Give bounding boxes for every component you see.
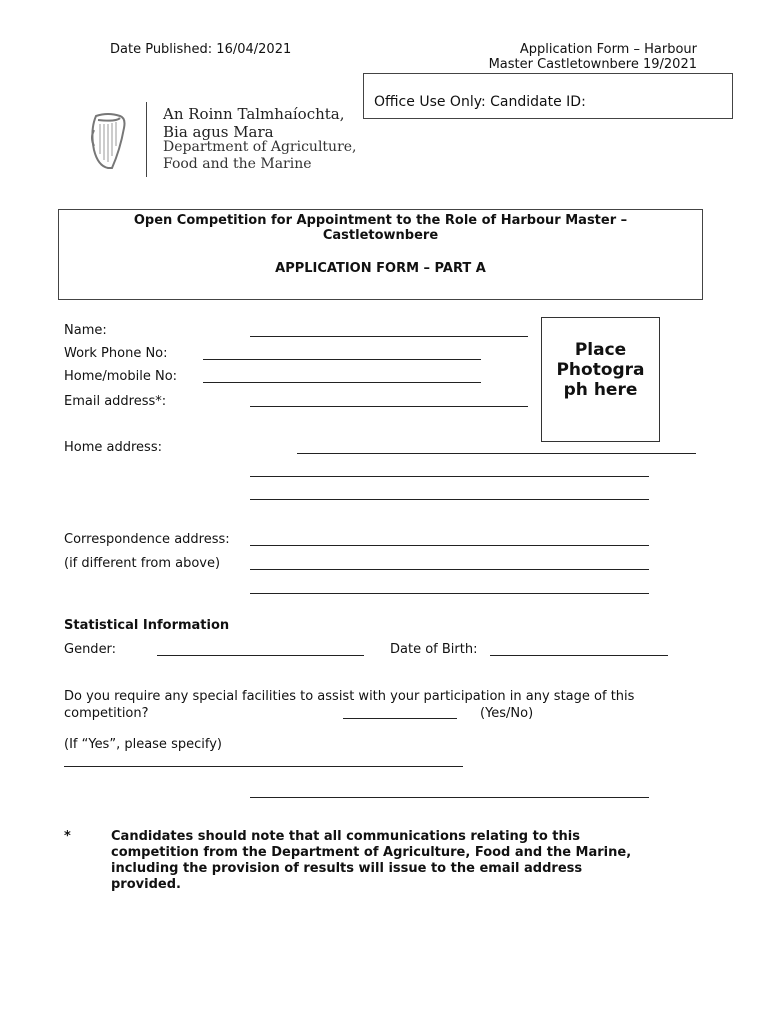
title-box xyxy=(58,209,703,300)
home-address-line3[interactable] xyxy=(250,499,649,500)
photo-label-line2: Photogra xyxy=(556,360,645,380)
email-field[interactable] xyxy=(250,406,528,407)
if-different-label: (if different from above) xyxy=(64,556,221,571)
correspondence-address-line3[interactable] xyxy=(250,593,649,594)
note-line2: competition from the Department of Agriculture, Food and the Marine, xyxy=(111,845,632,860)
form-reference-line2: Master Castletownbere 19/2021 xyxy=(488,57,697,72)
work-phone-label: Work Phone No: xyxy=(64,346,168,361)
gender-label: Gender: xyxy=(64,642,117,657)
email-label: Email address*: xyxy=(64,394,167,409)
title-line1: Open Competition for Appointment to the Role of Harbour Master – xyxy=(133,213,628,228)
correspondence-address-line2[interactable] xyxy=(250,569,649,570)
home-address-line1[interactable] xyxy=(297,453,696,454)
form-part-title: APPLICATION FORM – PART A xyxy=(275,261,486,276)
name-field[interactable] xyxy=(250,336,528,337)
department-name-line4: Food and the Marine xyxy=(163,156,312,172)
statistical-heading: Statistical Information xyxy=(64,618,230,633)
correspondence-address-label: Correspondence address: xyxy=(64,532,230,547)
photo-label-line1: Place xyxy=(574,340,627,360)
gender-field[interactable] xyxy=(157,655,364,656)
home-mobile-field[interactable] xyxy=(203,382,481,383)
special-facilities-question: Do you require any special facilities to assist with your participation in any stage of this xyxy=(64,689,635,704)
photo-placeholder[interactable] xyxy=(541,317,660,442)
photo-label-line3: ph here xyxy=(563,380,638,400)
dob-label: Date of Birth: xyxy=(390,642,478,657)
department-name-english xyxy=(163,139,357,173)
photo-label xyxy=(542,340,659,400)
note-text xyxy=(111,829,631,893)
yes-no-label: (Yes/No) xyxy=(480,706,534,721)
work-phone-field[interactable] xyxy=(203,359,481,360)
note-line3: including the provision of results will issue to the email address xyxy=(111,861,583,876)
specify-field-line1[interactable] xyxy=(64,766,463,767)
title-line2: Castletownbere xyxy=(322,228,439,243)
home-address-label: Home address: xyxy=(64,440,162,455)
department-name-line1: An Roinn Talmhaíochta, xyxy=(163,105,345,123)
name-label: Name: xyxy=(64,323,107,338)
logo-divider xyxy=(146,102,147,177)
harp-emblem xyxy=(86,110,132,172)
department-name xyxy=(163,105,345,141)
home-address-line2[interactable] xyxy=(250,476,649,477)
form-reference-line1: Application Form – Harbour xyxy=(519,42,697,57)
harp-icon xyxy=(86,110,132,172)
department-name-line2: Bia agus Mara xyxy=(163,123,274,141)
dob-field[interactable] xyxy=(490,655,668,656)
special-facilities-question-line2: competition? xyxy=(64,706,149,721)
note-line1: Candidates should note that all communications relating to this xyxy=(111,829,580,844)
home-mobile-label: Home/mobile No: xyxy=(64,369,178,384)
department-name-line3: Department of Agriculture, xyxy=(163,139,357,155)
date-published: Date Published: 16/04/2021 xyxy=(110,42,292,57)
note-line4: provided. xyxy=(111,877,181,892)
special-facilities-answer-field[interactable] xyxy=(343,718,457,719)
office-use-box xyxy=(363,73,733,119)
specify-label: (If “Yes”, please specify) xyxy=(64,737,222,752)
office-use-label: Office Use Only: Candidate ID: xyxy=(374,94,586,110)
correspondence-address-line1[interactable] xyxy=(250,545,649,546)
specify-field-line2[interactable] xyxy=(250,797,649,798)
note-asterisk: * xyxy=(64,829,71,844)
